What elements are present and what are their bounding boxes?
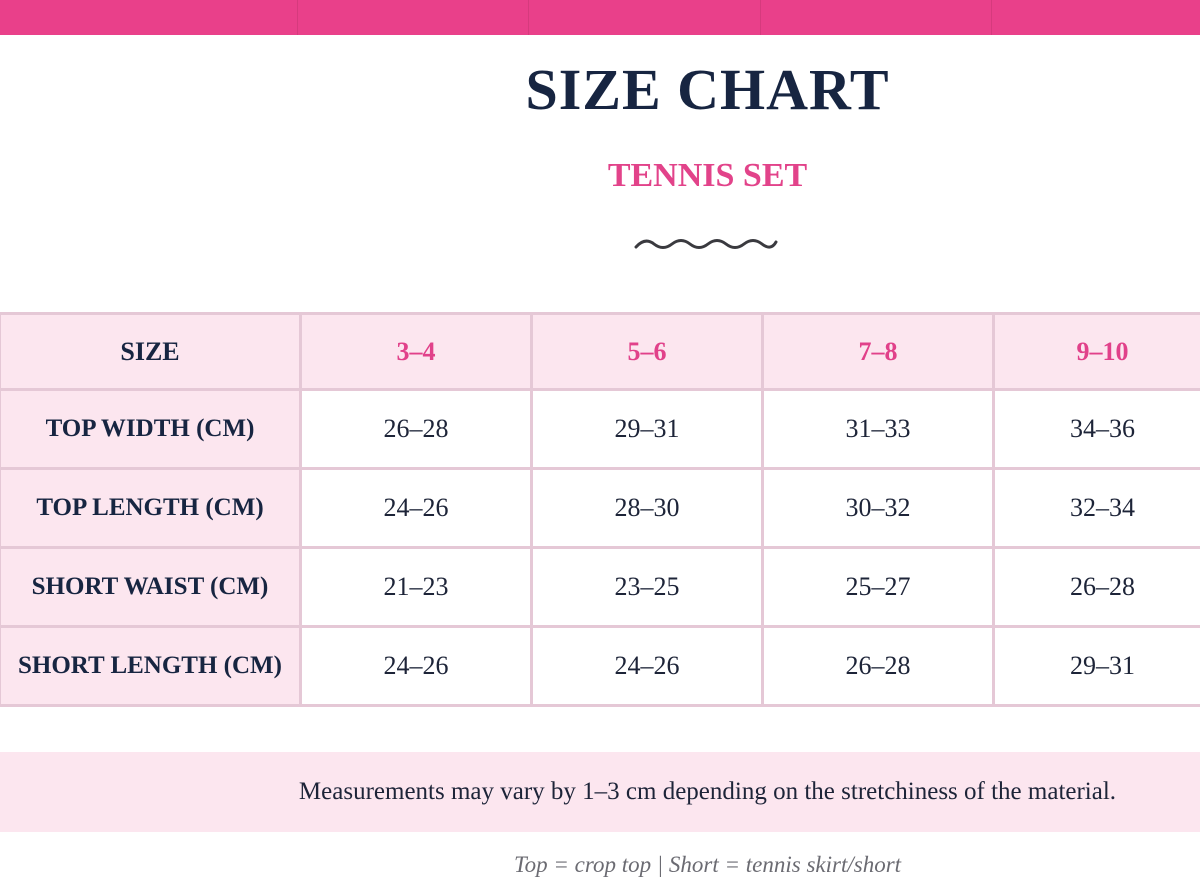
table-cell: 34–36 bbox=[994, 390, 1200, 469]
table-cell: 29–31 bbox=[994, 627, 1200, 706]
column-header-size-7-8: 7–8 bbox=[763, 314, 994, 390]
table-cell: 26–28 bbox=[994, 548, 1200, 627]
column-header-size-3-4: 3–4 bbox=[301, 314, 532, 390]
table-cell: 29–31 bbox=[532, 390, 763, 469]
table-cell: 21–23 bbox=[301, 548, 532, 627]
size-table bbox=[0, 312, 1200, 707]
column-header-size-9-10: 9–10 bbox=[994, 314, 1200, 390]
table-header-row bbox=[0, 314, 1200, 390]
page-subtitle: TENNIS SET bbox=[607, 157, 808, 194]
row-label-top-length: TOP LENGTH (CM) bbox=[0, 469, 301, 548]
page-title: SIZE CHART bbox=[525, 57, 890, 122]
measurement-note: Measurements may vary by 1–3 cm depending on the stretchiness of the material. bbox=[298, 778, 1117, 805]
table-cell: 30–32 bbox=[763, 469, 994, 548]
table-cell: 31–33 bbox=[763, 390, 994, 469]
table-cell: 25–27 bbox=[763, 548, 994, 627]
table-row bbox=[0, 390, 1200, 469]
table-cell: 26–28 bbox=[763, 627, 994, 706]
top-bar-divider bbox=[991, 0, 992, 35]
top-bar-divider bbox=[528, 0, 529, 35]
column-header-size-5-6: 5–6 bbox=[532, 314, 763, 390]
row-label-top-width: TOP WIDTH (CM) bbox=[0, 390, 301, 469]
table-cell: 32–34 bbox=[994, 469, 1200, 548]
table-cell: 24–26 bbox=[301, 469, 532, 548]
footnote: Top = crop top | Short = tennis skirt/short bbox=[513, 852, 902, 877]
table-cell: 24–26 bbox=[301, 627, 532, 706]
row-label-short-waist: SHORT WAIST (CM) bbox=[0, 548, 301, 627]
table-cell: 23–25 bbox=[532, 548, 763, 627]
row-label-short-length: SHORT LENGTH (CM) bbox=[0, 627, 301, 706]
top-accent-bar bbox=[0, 0, 1200, 35]
top-bar-divider bbox=[760, 0, 761, 35]
table-cell: 26–28 bbox=[301, 390, 532, 469]
wave-divider-icon bbox=[632, 234, 780, 254]
table-row bbox=[0, 469, 1200, 548]
table-row bbox=[0, 627, 1200, 706]
top-bar-divider bbox=[297, 0, 298, 35]
table-row bbox=[0, 548, 1200, 627]
table-cell: 24–26 bbox=[532, 627, 763, 706]
table-cell: 28–30 bbox=[532, 469, 763, 548]
column-header-size: SIZE bbox=[0, 314, 301, 390]
